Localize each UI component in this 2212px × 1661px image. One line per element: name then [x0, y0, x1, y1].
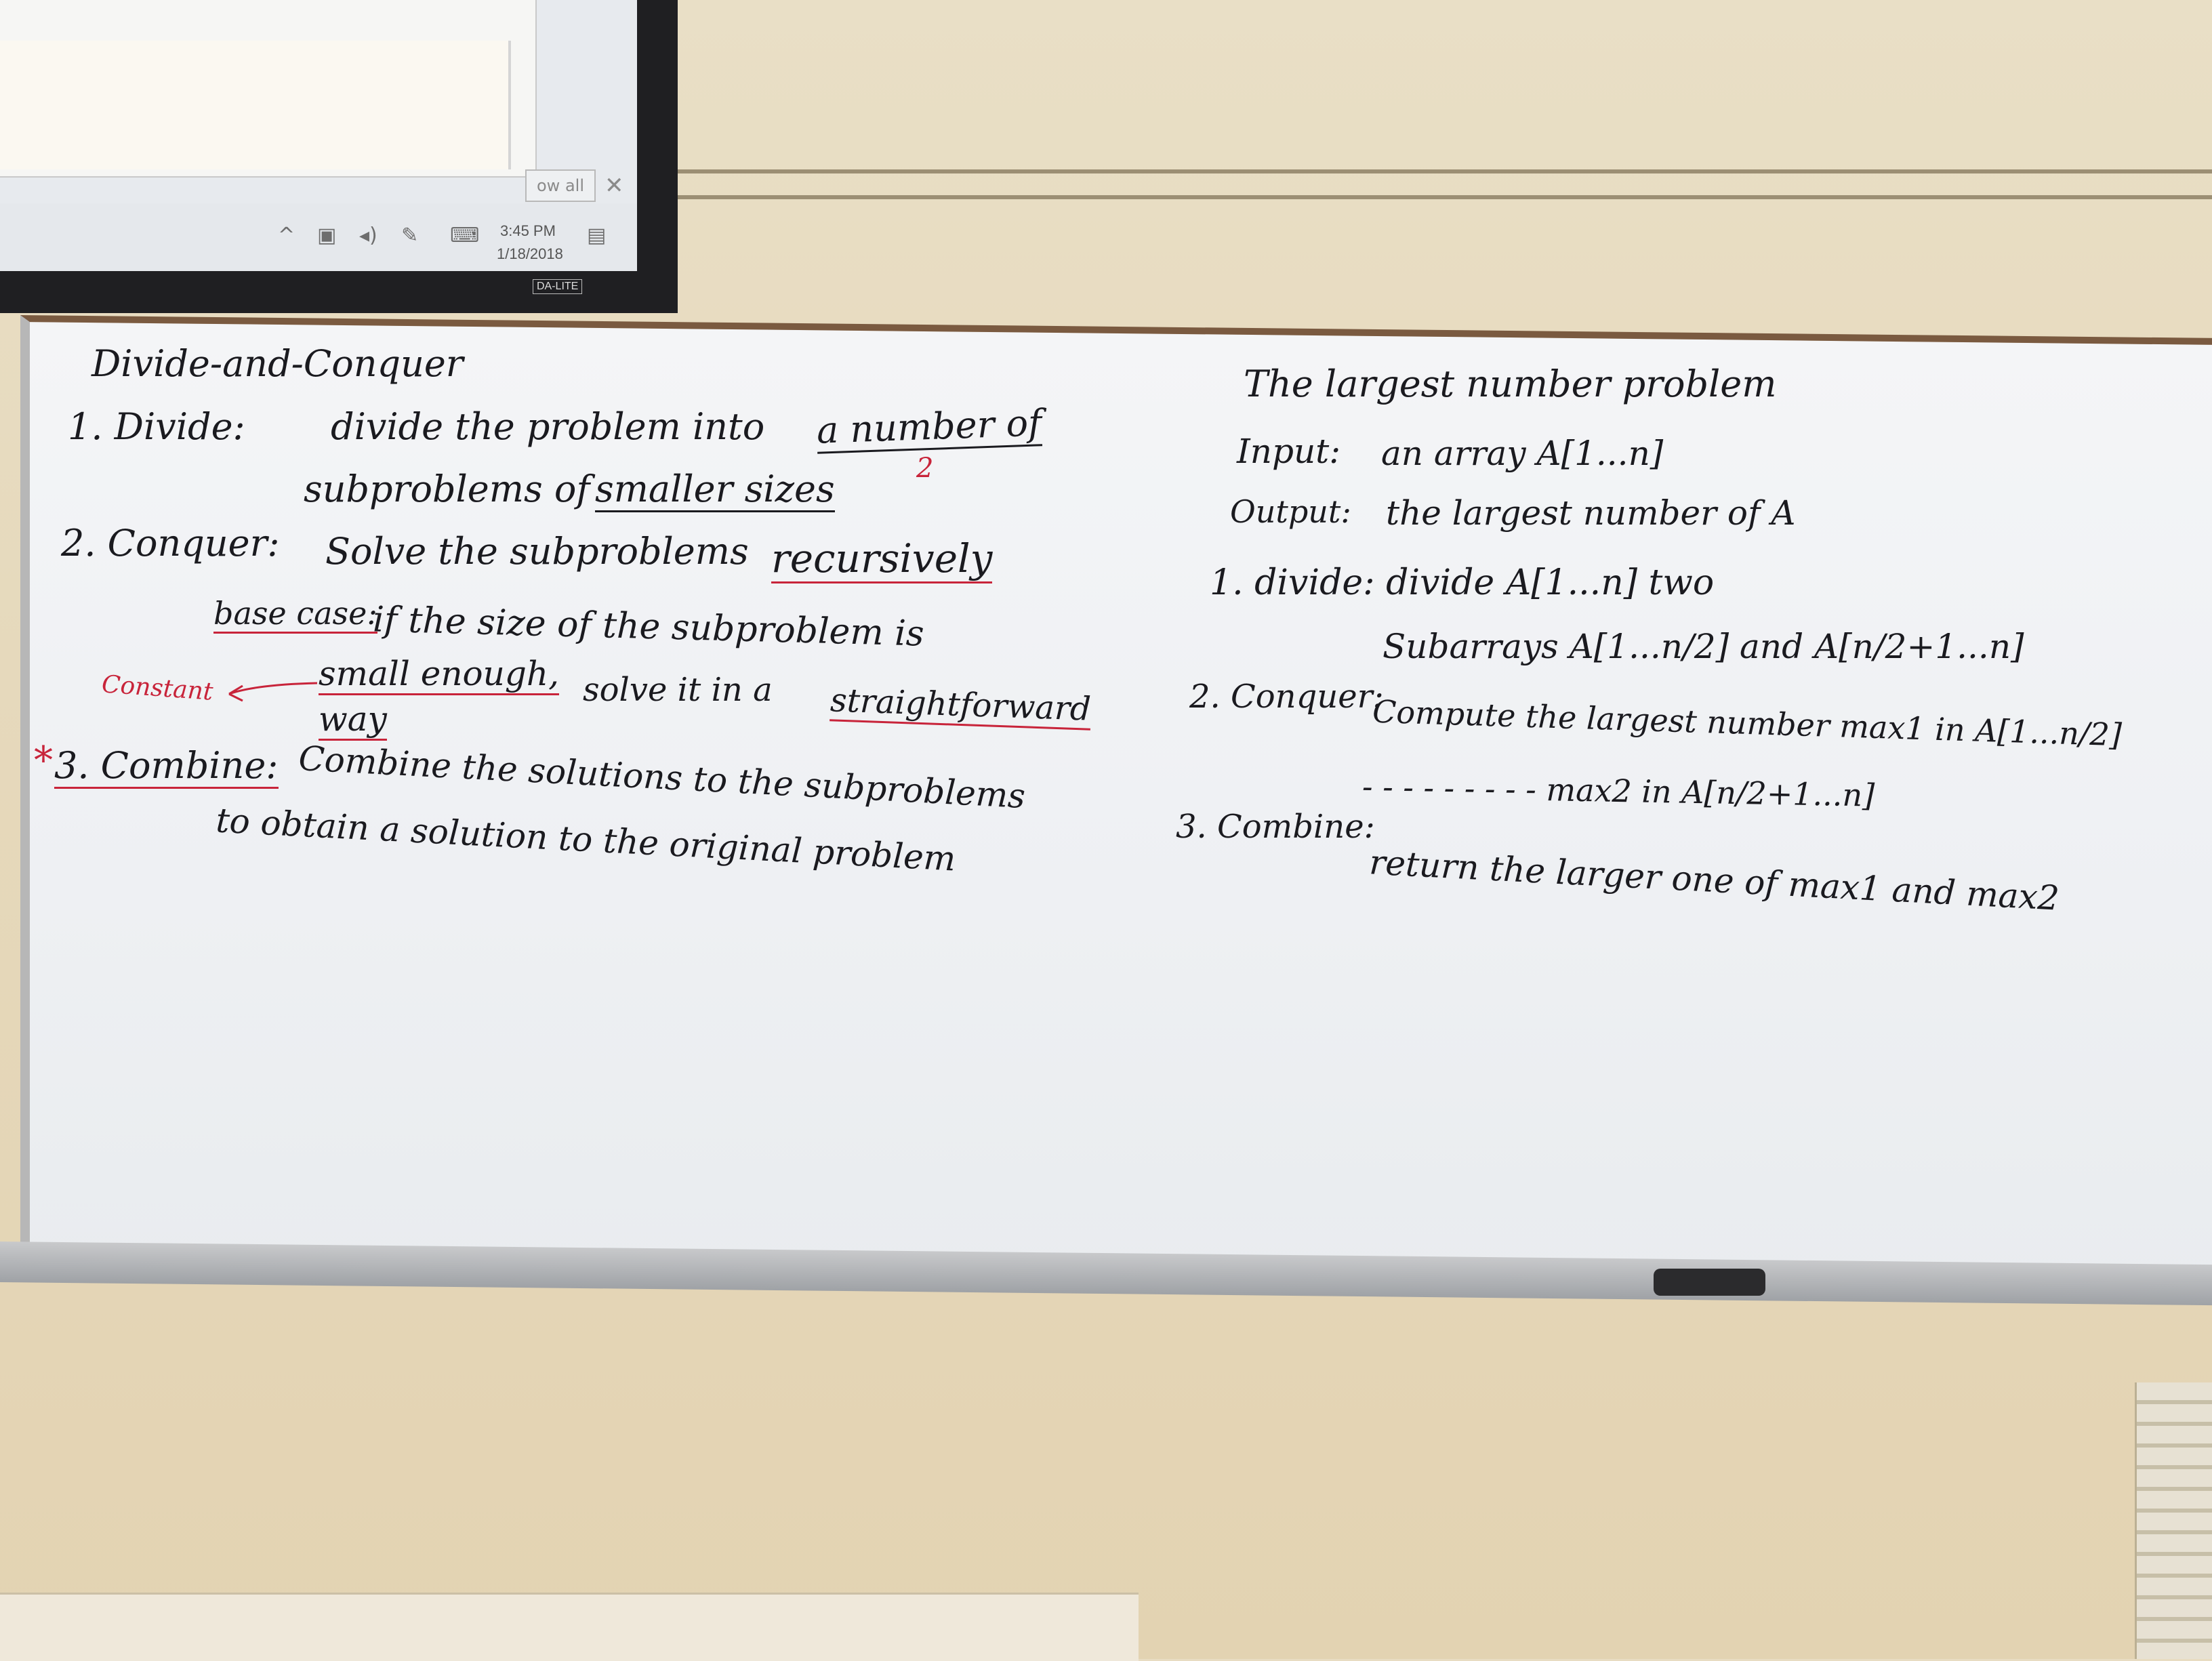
network-icon[interactable]: ▣	[317, 224, 337, 247]
constant-annotation: Constant	[100, 670, 214, 706]
small-enough: small enough,	[319, 654, 559, 695]
red-annotation-2: 2	[916, 453, 934, 484]
divide-text-2a: subproblems of	[304, 468, 590, 510]
conquer-heading: 2. Conquer:	[61, 522, 280, 565]
whiteboard	[20, 315, 2212, 1294]
base-case-label: base case:	[213, 595, 377, 634]
chevron-up-icon[interactable]: ^	[278, 224, 295, 247]
red-arrow	[216, 678, 324, 705]
show-all-button[interactable]: ow all	[525, 169, 596, 202]
wall-molding	[651, 169, 2212, 173]
left-title: Divide-and-Conquer	[91, 342, 464, 385]
rp-conquer-line2: - - - - - - - - - max2 in A[n/2+1...n]	[1361, 768, 1875, 814]
solve-text: solve it in a	[583, 671, 773, 709]
wall-vent	[2135, 1382, 2212, 1659]
input-text: an array A[1...n]	[1381, 434, 1664, 473]
way: way	[319, 699, 387, 741]
combine-text-2: to obtain a solution to the original problem	[215, 800, 957, 879]
conquer-text: Solve the subproblems	[325, 530, 749, 573]
straightforward: straightforward	[830, 681, 1092, 730]
wall-molding	[651, 195, 2212, 199]
input-label: Input:	[1237, 432, 1341, 471]
notification-icon[interactable]: ▤	[587, 224, 607, 247]
rp-divide-line1: 1. divide: divide A[1...n] two	[1210, 562, 1715, 603]
rp-divide-line2: Subarrays A[1...n/2] and A[n/2+1...n]	[1382, 627, 2024, 666]
eraser	[1654, 1269, 1765, 1296]
output-label: Output:	[1230, 493, 1351, 530]
screen-brand-logo: DA-LITE	[533, 279, 582, 294]
clock-date[interactable]: 1/18/2018	[497, 245, 563, 262]
right-title: The largest number problem	[1244, 363, 1777, 405]
dialog-text-area[interactable]	[0, 41, 511, 169]
dialog-window	[0, 0, 537, 178]
close-icon[interactable]: ✕	[605, 172, 624, 199]
pen-icon[interactable]: ✎	[401, 224, 419, 247]
clock-time[interactable]: 3:45 PM	[500, 222, 556, 239]
divide-underlined: a number of	[816, 401, 1042, 454]
divide-text: divide the problem into	[331, 405, 765, 448]
rp-combine-text: return the larger one of max1 and max2	[1368, 842, 2061, 918]
star-annotation: *	[34, 739, 53, 783]
rp-conquer-heading: 2. Conquer:	[1189, 678, 1384, 716]
combine-text: Combine the solutions to the subproblems	[298, 738, 1027, 817]
keyboard-icon[interactable]: ⌨	[450, 224, 480, 247]
rp-conquer-text: Compute the largest number max1 in A[1...n/2]	[1372, 693, 2123, 754]
rp-combine-heading: 3. Combine:	[1176, 808, 1375, 846]
outlet-strip	[0, 1593, 1139, 1661]
base-case-text: if the size of the subproblem is	[372, 599, 925, 655]
conquer-underlined: recursively	[771, 535, 992, 583]
speaker-icon[interactable]: ◂)	[359, 224, 377, 247]
combine-heading: 3. Combine:	[54, 744, 279, 789]
output-text: the largest number of A	[1386, 493, 1796, 533]
projector-screen	[0, 0, 678, 313]
divide-heading: 1. Divide:	[68, 405, 245, 448]
divide-text-2b: smaller sizes	[595, 468, 835, 512]
